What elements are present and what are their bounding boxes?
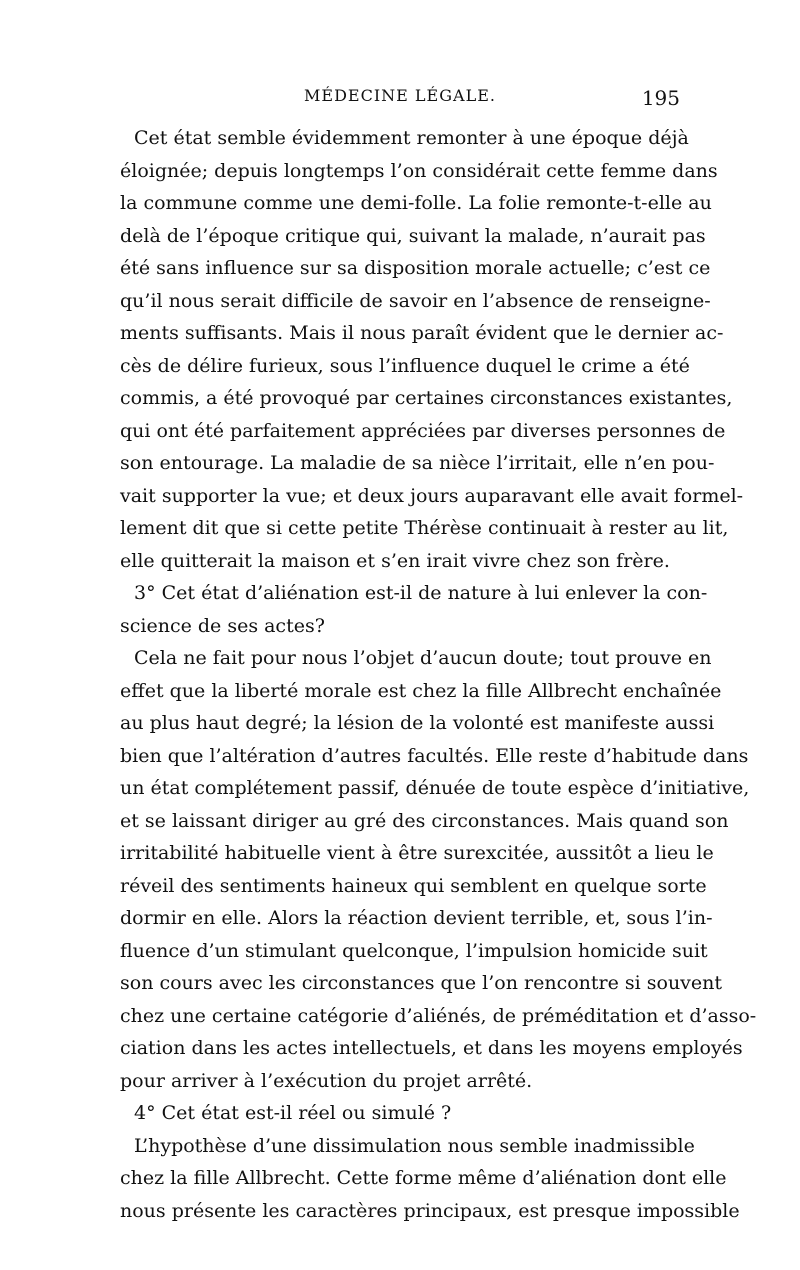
text-line: chez une certaine catégorie d’aliénés, de préméditation et d’asso-	[120, 1004, 757, 1027]
text-line: Cela ne fait pour nous l’objet d’aucun doute; tout prouve en	[134, 647, 712, 669]
text-line: la commune comme une demi-folle. La folie remonte-t-elle au	[120, 192, 712, 214]
text-line: vait supporter la vue; et deux jours auparavant elle avait formel-	[120, 484, 744, 507]
text-line: nous présente les caractères principaux, est presque impossible	[120, 1199, 740, 1222]
text-line: science de ses actes?	[120, 614, 325, 637]
text-line: delà de l’époque critique qui, suivant la malade, n’aurait pas	[120, 224, 706, 247]
text-line: L’hypothèse d’une dissimulation nous semble inadmissible	[134, 1134, 695, 1157]
text-line: au plus haut degré; la lésion de la volonté est manifeste aussi	[120, 712, 715, 734]
text-line: qu’il nous serait difficile de savoir en l’absence de renseigne-	[120, 289, 711, 312]
text-line: son cours avec les circonstances que l’on rencontre si souvent	[120, 972, 723, 994]
text-line: ciation dans les actes intellectuels, et dans les moyens employés	[120, 1037, 743, 1059]
text-line: été sans influence sur sa disposition morale actuelle; c’est ce	[120, 257, 711, 279]
text-line: 3° Cet état d’aliénation est-il de nature à lui enlever la con-	[134, 582, 708, 604]
text-line: commis, a été provoqué par certaines circonstances existantes,	[120, 387, 733, 409]
text-line: Cet état semble évidemment remonter à une époque déjà	[134, 127, 689, 149]
text-line: fluence d’un stimulant quelconque, l’impulsion homicide suit	[120, 939, 708, 962]
text-line: chez la fille Allbrecht. Cette forme même d’aliénation dont elle	[120, 1167, 727, 1189]
body-text	[120, 122, 757, 1227]
text-line: qui ont été parfaitement appréciées par diverses personnes de	[120, 419, 726, 442]
page-number: 195	[641, 86, 680, 110]
text-line: elle quitterait la maison et s’en irait vivre chez son frère.	[120, 549, 670, 572]
text-line: effet que la liberté morale est chez la fille Allbrecht enchaînée	[120, 679, 722, 702]
running-head	[120, 86, 680, 112]
text-line: éloignée; depuis longtemps l’on considérait cette femme dans	[120, 159, 718, 182]
text-line: son entourage. La maladie de sa nièce l’irritait, elle n’en pou-	[120, 452, 715, 474]
text-line: 4° Cet état est-il réel ou simulé ?	[134, 1102, 452, 1124]
text-line: ments suffisants. Mais il nous paraît évident que le dernier ac-	[120, 322, 724, 344]
running-title: MÉDECINE LÉGALE.	[304, 86, 496, 105]
text-line: pour arriver à l’exécution du projet arrêté.	[120, 1069, 533, 1092]
text-line: irritabilité habituelle vient à être surexcitée, aussitôt a lieu le	[120, 842, 714, 864]
text-line: et se laissant diriger au gré des circonstances. Mais quand son	[120, 809, 729, 832]
text-line: bien que l’altération d’autres facultés. Elle reste d’habitude dans	[120, 744, 749, 767]
text-line: un état complétement passif, dénuée de toute espèce d’initiative,	[120, 777, 750, 799]
text-line: cès de délire furieux, sous l’influence duquel le crime a été	[120, 354, 690, 377]
text-line: réveil des sentiments haineux qui semblent en quelque sorte	[120, 874, 707, 897]
text-line: lement dit que si cette petite Thérèse continuait à rester au lit,	[120, 517, 729, 539]
text-line: dormir en elle. Alors la réaction devient terrible, et, sous l’in-	[120, 907, 713, 929]
